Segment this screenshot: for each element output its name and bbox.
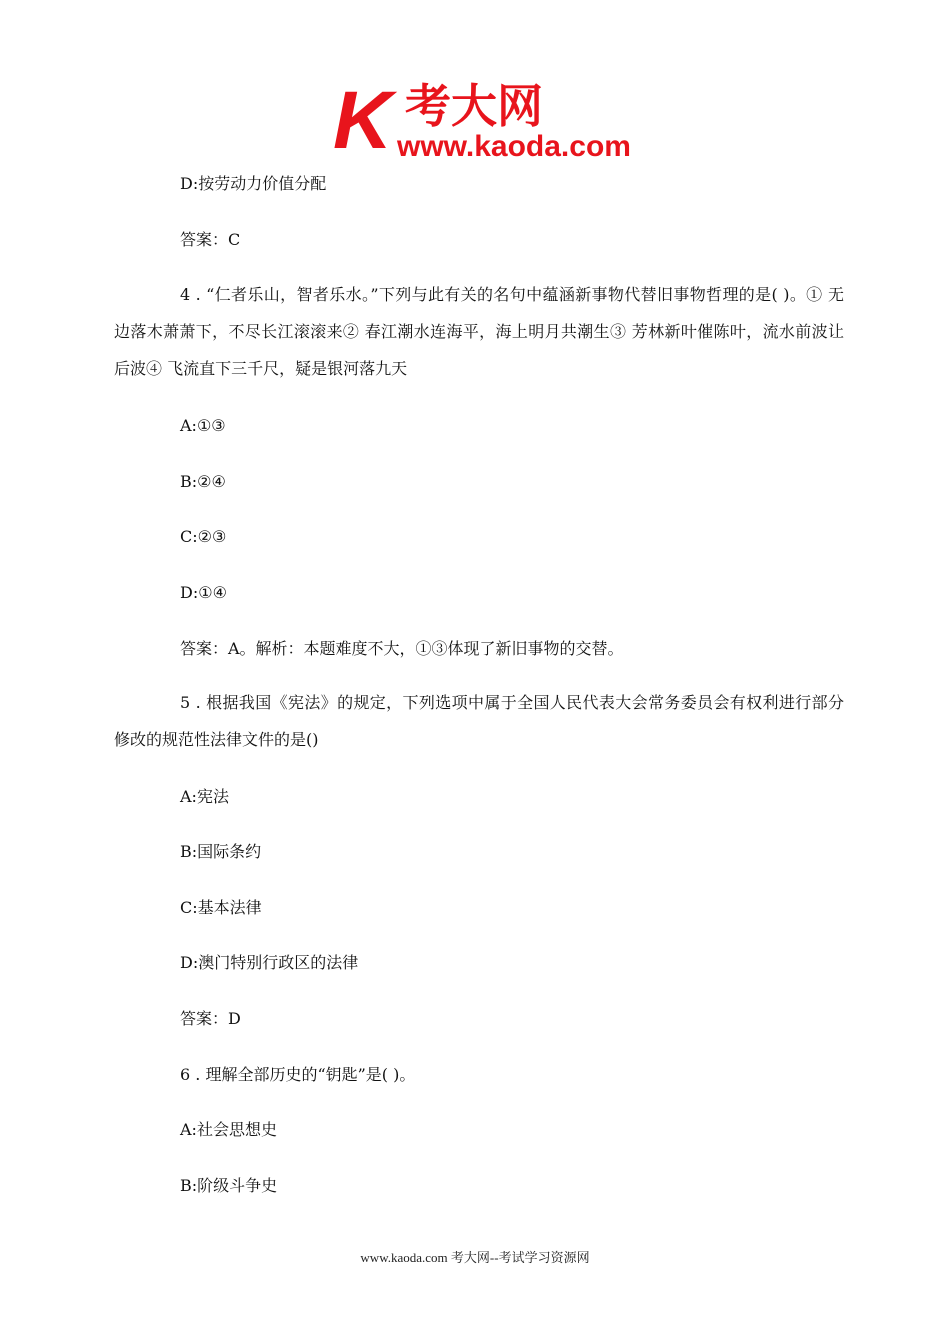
option-4b: B:②④ <box>180 472 226 491</box>
logo-brand-name: 考大网 <box>405 79 543 133</box>
option-4c: C:②③ <box>180 527 227 546</box>
answer-5: 答案：D <box>180 1009 241 1028</box>
logo-k-letter: K <box>333 78 393 160</box>
question-6: 6 . 理解全部历史的“钥匙”是( )。 <box>180 1065 416 1084</box>
option-4a: A:①③ <box>180 416 226 435</box>
page-footer: www.kaoda.com 考大网--考试学习资源网 <box>360 1250 590 1265</box>
option-5d: D:澳门特别行政区的法律 <box>180 953 359 972</box>
option-6b: B:阶级斗争史 <box>180 1176 278 1195</box>
option-6a: A:社会思想史 <box>180 1120 277 1139</box>
option-3d: D:按劳动力价值分配 <box>180 174 327 193</box>
question-4: 4 . “仁者乐山，智者乐水。”下列与此有关的名句中蕴涵新事物代替旧事物哲理的是( )。① 无边落木萧萧下，不尽长江滚滚来② 春江潮水连海平，海上明月共潮生③ 芳林新叶催陈叶，流水前波让后波④ 飞流直下三千尺，疑是银河落九天 <box>114 285 844 378</box>
logo-url: www.kaoda.com <box>397 130 631 160</box>
option-5a: A:宪法 <box>180 787 229 806</box>
option-5c: C:基本法律 <box>180 898 262 917</box>
option-4d: D:①④ <box>180 583 227 602</box>
option-5b: B:国际条约 <box>180 842 262 861</box>
kaoda-logo <box>333 78 653 160</box>
logo-graphic <box>333 78 653 160</box>
answer-3: 答案：C <box>180 230 241 249</box>
answer-4: 答案：A。解析：本题难度不大，①③体现了新旧事物的交替。 <box>180 639 624 658</box>
question-5: 5 . 根据我国《宪法》的规定，下列选项中属于全国人民代表大会常务委员会有权利进行部分修改的规范性法律文件的是() <box>114 693 844 749</box>
